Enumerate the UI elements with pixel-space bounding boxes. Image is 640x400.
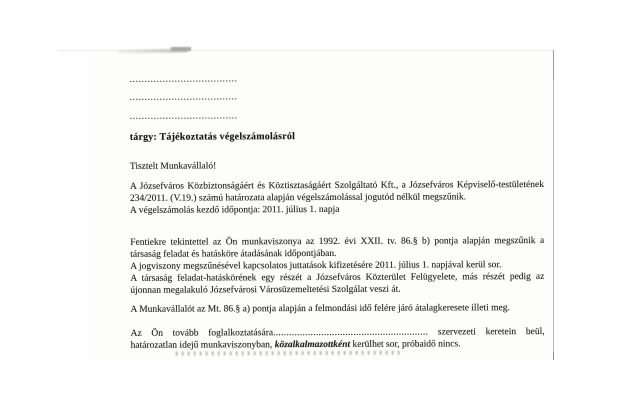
employment-text-after: kerülhet sor, próbaidő nincs.: [350, 339, 461, 350]
recipient-dotted-line: ....................................: [129, 73, 238, 85]
liquidation-body: A Józsefváros Közbiztonságáért és Köztisztaságáért Szolgáltató Kft., a Józsefváros Képviselő-testületének 234/2011. (V.19.) számú határozata alapján végelszámolással jogutód nélkül megszűnik.: [129, 180, 544, 204]
paragraph-termination: [130, 235, 544, 297]
salutation: Tisztelt Munkavállaló!: [129, 161, 217, 172]
paragraph-employment: [131, 326, 545, 352]
termination-sentence-2: A jogviszony megszűnésével kapcsolatos juttatások kifizetésére 2011. július 1. napjával kerül sor.: [130, 260, 502, 272]
termination-sentence-1: Fentiekre tekintettel az Ön munkaviszonya az 1992. évi XXII. tv. 86.§ b) pontja alapján megszűnik a társaság feladat és hatásköre átadásának időpontjában.: [130, 236, 545, 260]
dotted-leader: ..........................................................: [273, 327, 429, 339]
employment-line-1: [131, 326, 545, 340]
subject-line: tárgy: Tájékoztatás végelszámolásról: [129, 131, 296, 143]
liquidation-start-date: A végelszámolás kezdő időpontja: 2011. július 1. napja: [130, 204, 340, 216]
paragraph-severance: A Munkavállalót az Mt. 86.§ a) pontja alapján a felmondási idő felére járó átalagkeresete illeti meg.: [130, 303, 510, 315]
cutoff-text-artifact: [176, 351, 404, 356]
employment-text-before: Az Ön tovább foglalkoztatására: [130, 328, 274, 339]
employment-text-middle: szervezeti keretein beül,: [428, 327, 545, 338]
termination-sentence-3: A társaság feladat-hatáskörének egy részét a Józsefváros Közterület Felügyelete, más részét pedig az újonnan megalakuló Józsefvárosi Városüzemeltetési Szolgálat veszi át.: [130, 272, 545, 296]
employment-line2-start: határozatlan idejű munkaviszonyban,: [130, 340, 275, 351]
employment-line-2: [131, 338, 545, 352]
employment-emphasis: közalkalmazottként: [274, 339, 351, 351]
recipient-dotted-line: ....................................: [129, 110, 238, 122]
paragraph-liquidation: [130, 179, 544, 217]
recipient-dotted-line: ....................................: [129, 91, 238, 103]
